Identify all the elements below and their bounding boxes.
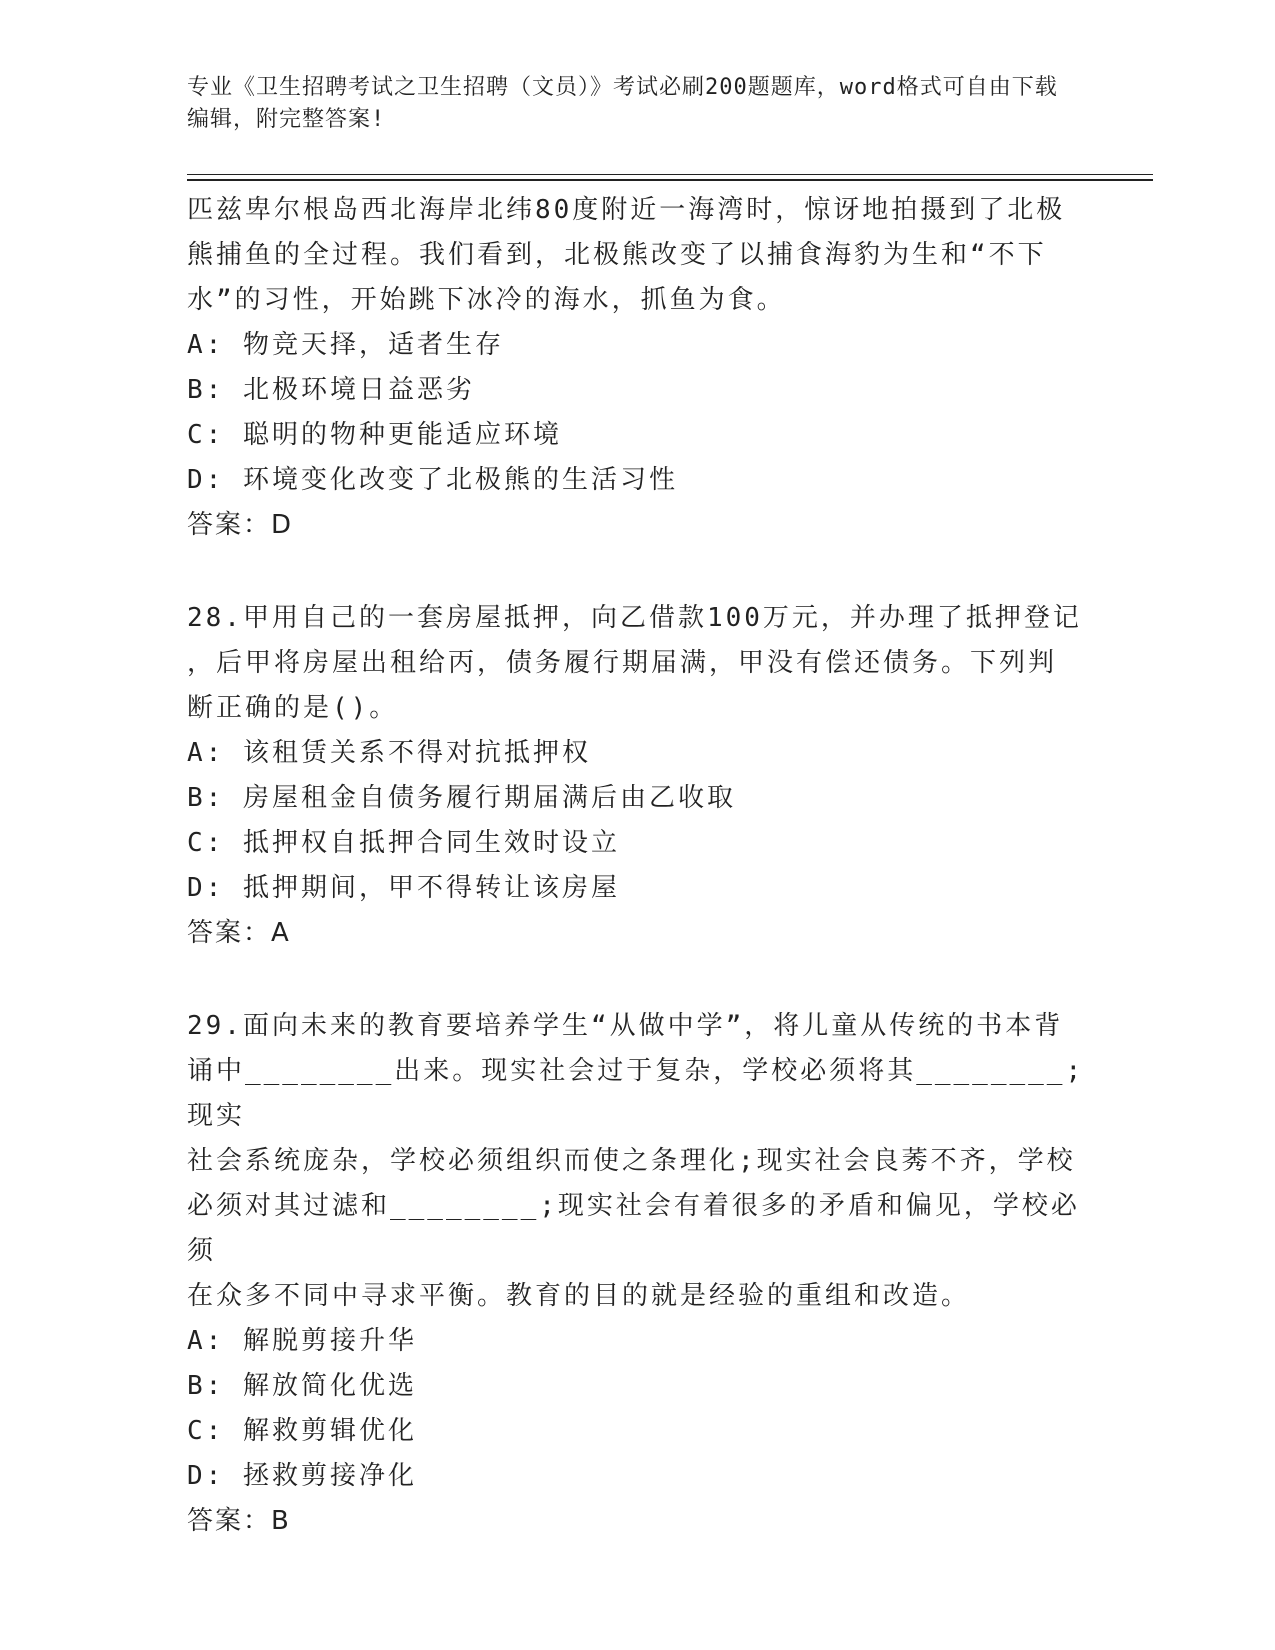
question-stem-line: 28.甲用自己的一套房屋抵押，向乙借款100万元，并办理了抵押登记 xyxy=(187,603,1082,633)
option-d: D: 拯救剪接净化 xyxy=(187,1461,417,1491)
question-list xyxy=(187,188,1087,1544)
answer: 答案：D xyxy=(187,510,294,540)
question-stem-line: 诵中________出来。现实社会过于复杂，学校必须将其________;现实 xyxy=(187,1056,1085,1131)
option-b: B: 北极环境日益恶劣 xyxy=(187,375,475,405)
option-c: C: 抵押权自抵押合同生效时设立 xyxy=(187,828,620,858)
header-text: 专业《卫生招聘考试之卫生招聘（文员）》考试必刷200题题库，word格式可自由下载编辑，附完整答案! xyxy=(187,75,1058,132)
option-a: A: 该租赁关系不得对抗抵押权 xyxy=(187,738,591,768)
page-header xyxy=(187,72,1067,136)
question-28 xyxy=(187,596,1087,956)
option-d: D: 环境变化改变了北极熊的生活习性 xyxy=(187,465,678,495)
answer: 答案：A xyxy=(187,918,291,948)
question-stem-line: 水”的习性，开始跳下冰冷的海水，抓鱼为食。 xyxy=(187,285,786,315)
question-stem-line: 匹兹卑尔根岛西北海岸北纬80度附近一海湾时，惊讶地拍摄到了北极 xyxy=(187,195,1066,225)
question-stem-line: 29.面向未来的教育要培养学生“从做中学”，将儿童从传统的书本背 xyxy=(187,1011,1064,1041)
question-29 xyxy=(187,1004,1087,1544)
answer: 答案：B xyxy=(187,1506,291,1536)
option-a: A: 物竞天择，适者生存 xyxy=(187,330,504,360)
option-b: B: 房屋租金自债务履行期届满后由乙收取 xyxy=(187,783,736,813)
question-fragment xyxy=(187,188,1087,548)
question-stem-line: 社会系统庞杂，学校必须组织而使之条理化;现实社会良莠不齐，学校 xyxy=(187,1146,1076,1176)
spacer xyxy=(187,956,1087,1004)
header-divider-thin xyxy=(187,174,1153,175)
question-stem-line: 必须对其过滤和________;现实社会有着很多的矛盾和偏见，学校必须 xyxy=(187,1191,1080,1266)
question-stem-line: 断正确的是()。 xyxy=(187,693,399,723)
question-stem-line: ，后甲将房屋出租给丙，债务履行期届满，甲没有偿还债务。下列判 xyxy=(187,648,1058,678)
option-c: C: 聪明的物种更能适应环境 xyxy=(187,420,562,450)
option-b: B: 解放简化优选 xyxy=(187,1371,417,1401)
option-c: C: 解救剪辑优化 xyxy=(187,1416,417,1446)
option-a: A: 解脱剪接升华 xyxy=(187,1326,417,1356)
question-stem-line: 在众多不同中寻求平衡。教育的目的就是经验的重组和改造。 xyxy=(187,1281,971,1311)
spacer xyxy=(187,548,1087,596)
question-stem-line: 熊捕鱼的全过程。我们看到，北极熊改变了以捕食海豹为生和“不下 xyxy=(187,240,1047,270)
header-divider-thick xyxy=(187,179,1153,181)
option-d: D: 抵押期间，甲不得转让该房屋 xyxy=(187,873,620,903)
